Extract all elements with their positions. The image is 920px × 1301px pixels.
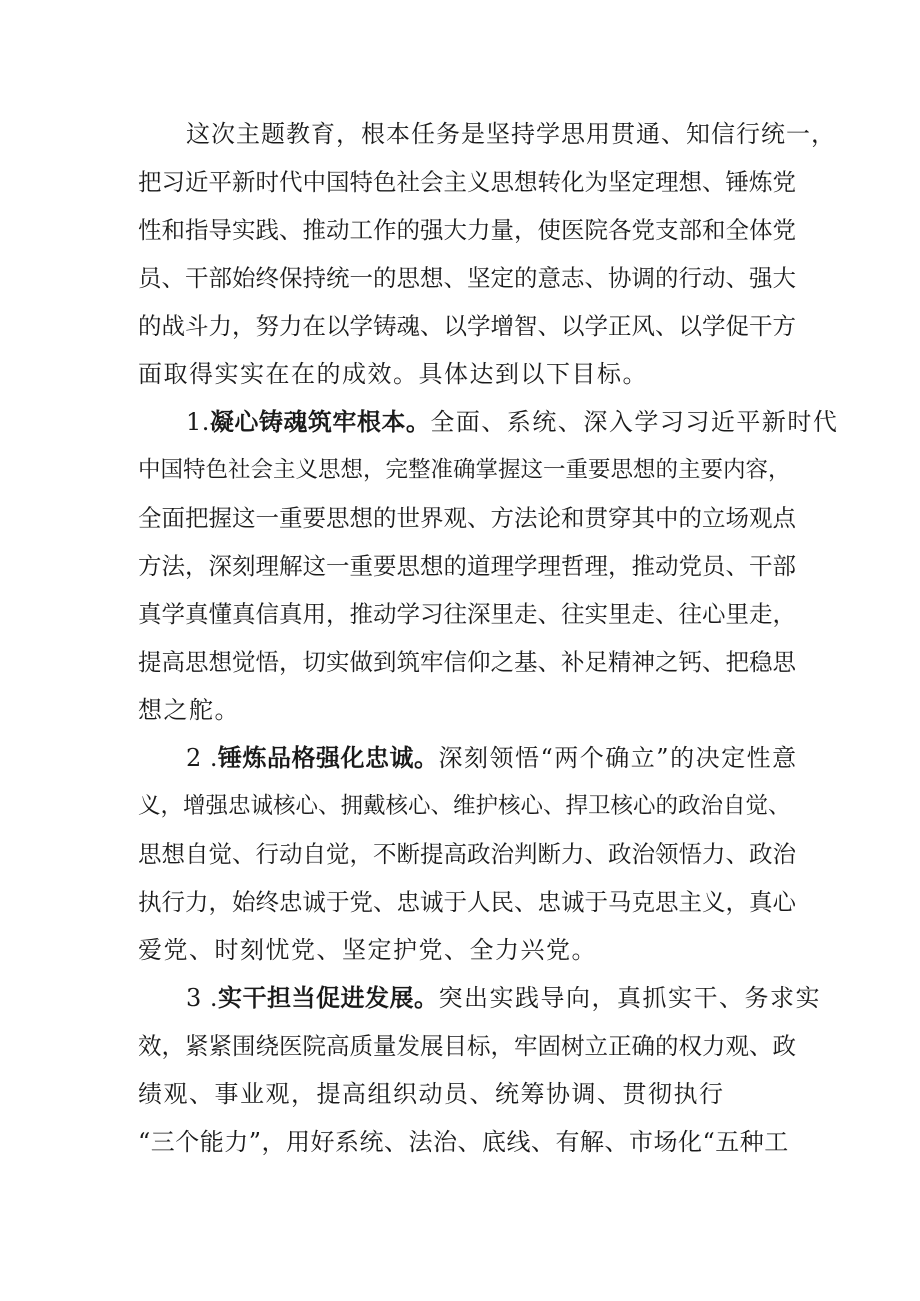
item-2-heading: 锤炼品格强化忠诚。 xyxy=(218,744,439,772)
item-1-first-line xyxy=(186,406,846,438)
item-1-first-line-rest: 全面、系统、深入学习习近平新时代 xyxy=(430,408,839,436)
item-1-line-4: 方法，深刻理解这一重要思想的道理学理哲理，推动党员、干部 xyxy=(138,552,796,580)
item-2-line-3: 思想自觉、行动自觉，不断提高政治判断力、政治领悟力、政治 xyxy=(138,840,796,868)
item-1-line-2: 中国特色社会主义思想，完整准确掌握这一重要思想的主要内容， xyxy=(138,457,791,483)
item-3-first-line-rest: 突出实践导向，真抓实干、务求实 xyxy=(438,984,822,1012)
item-1-number: 1. xyxy=(186,408,210,436)
intro-line-1: 这次主题教育，根本任务是坚持学思用贯通、知信行统一， xyxy=(186,120,836,148)
intro-line-2: 把习近平新时代中国特色社会主义思想转化为坚定理想、锤炼党 xyxy=(138,168,796,196)
item-2-line-2: 义，增强忠诚核心、拥戴核心、维护核心、捍卫核心的政治自觉、 xyxy=(138,793,791,819)
intro-line-4: 员、干部始终保持统一的思想、坚定的意志、协调的行动、强大 xyxy=(138,264,796,292)
item-2-first-line-rest: 深刻领悟“两个确立”的决定性意 xyxy=(438,744,798,772)
intro-line-3: 性和指导实践、推动工作的强大力量，使医院各党支部和全体党 xyxy=(138,216,796,244)
item-2-line-4: 执行力，始终忠诚于党、忠诚于人民、忠诚于马克思主义，真心 xyxy=(138,888,796,916)
item-3-line-3: 绩观、事业观，提高组织动员、统筹协调、贯彻执行 xyxy=(138,1080,725,1108)
item-1-line-3: 全面把握这一重要思想的世界观、方法论和贯穿其中的立场观点 xyxy=(138,504,796,532)
item-1-line-6: 提高思想觉悟，切实做到筑牢信仰之基、补足精神之钙、把稳思 xyxy=(138,648,796,676)
item-3-line-2: 效，紧紧围绕医院高质量发展目标，牢固树立正确的权力观、政 xyxy=(138,1032,796,1060)
item-1-heading: 凝心铸魂筑牢根本。 xyxy=(209,408,431,436)
item-3-heading: 实干担当促进发展。 xyxy=(218,984,439,1012)
item-2-number: 2 . xyxy=(186,744,219,772)
intro-line-6: 面取得实实在在的成效。具体达到以下目标。 xyxy=(138,360,648,388)
item-2-first-line xyxy=(186,742,846,774)
item-2-line-5: 爱党、时刻忧党、坚定护党、全力兴党。 xyxy=(138,936,597,964)
item-3-line-4: “三个能力”，用好系统、法治、底线、有解、市场化“五种工 xyxy=(138,1128,789,1156)
item-3-number: 3 . xyxy=(186,984,219,1012)
intro-line-5: 的战斗力，努力在以学铸魂、以学增智、以学正风、以学促干方 xyxy=(138,312,796,340)
item-1-line-7: 想之舵。 xyxy=(138,696,240,724)
item-1-line-5: 真学真懂真信真用，推动学习往深里走、往实里走、往心里走， xyxy=(138,600,796,628)
item-3-first-line xyxy=(186,982,846,1014)
